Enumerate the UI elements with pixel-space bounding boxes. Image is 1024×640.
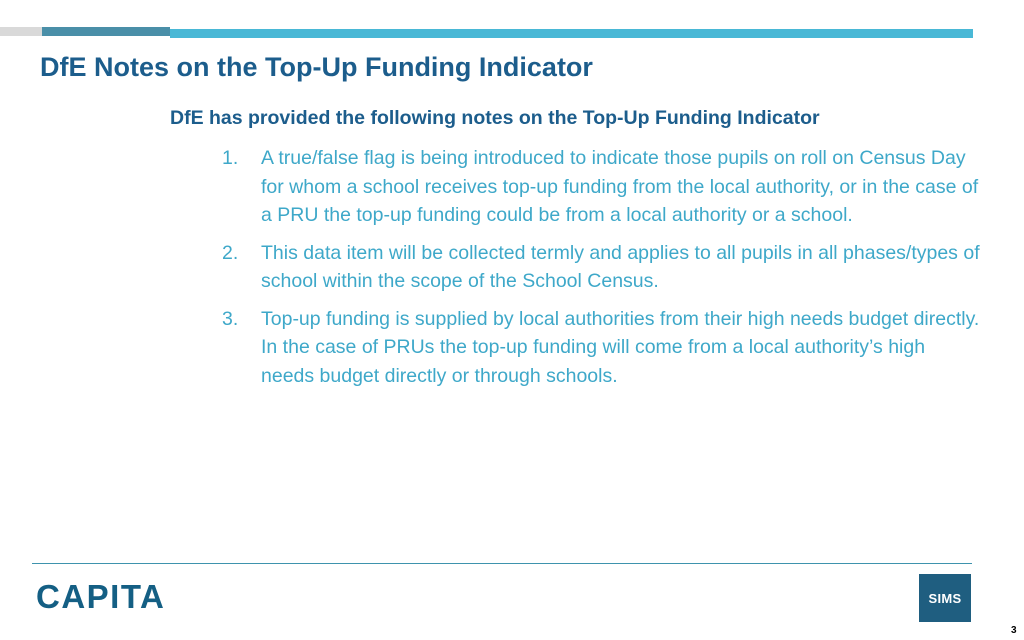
slide-title: DfE Notes on the Top-Up Funding Indicator xyxy=(40,52,593,82)
sims-logo-text: SIMS xyxy=(928,590,962,606)
header-accent-bar-dark xyxy=(42,27,170,36)
capita-logo: CAPITA xyxy=(36,578,166,615)
page-number: 3 xyxy=(1011,625,1017,636)
note-number: 2. xyxy=(222,241,239,264)
note-number: 3. xyxy=(222,307,239,330)
header-accent-bar-light xyxy=(170,29,973,38)
notes-list xyxy=(222,144,982,399)
slide-subtitle: DfE has provided the following notes on the Top-Up Funding Indicator xyxy=(170,107,820,129)
note-text: This data item will be collected termly and applies to all pupils in all phases/types of school within the scope of the School Census. xyxy=(261,241,980,292)
sims-logo-badge xyxy=(919,574,971,622)
note-item xyxy=(222,239,982,296)
note-number: 1. xyxy=(222,147,239,169)
footer-divider xyxy=(32,563,972,564)
note-item xyxy=(222,305,982,391)
header-accent-bar-grey xyxy=(0,27,42,36)
note-text: Top-up funding is supplied by local authorities from their high needs budget directly. In the case of PRUs the top-up funding will come from a local authority’s high needs budget directly or through schools. xyxy=(261,307,980,387)
note-item xyxy=(222,144,982,230)
note-text: A true/false flag is being introduced to indicate those pupils on roll on Census Day for whom a school receives top-up funding from the local authority, or in the case of a PRU the top-up funding could be from a local authority or a school. xyxy=(261,147,979,226)
